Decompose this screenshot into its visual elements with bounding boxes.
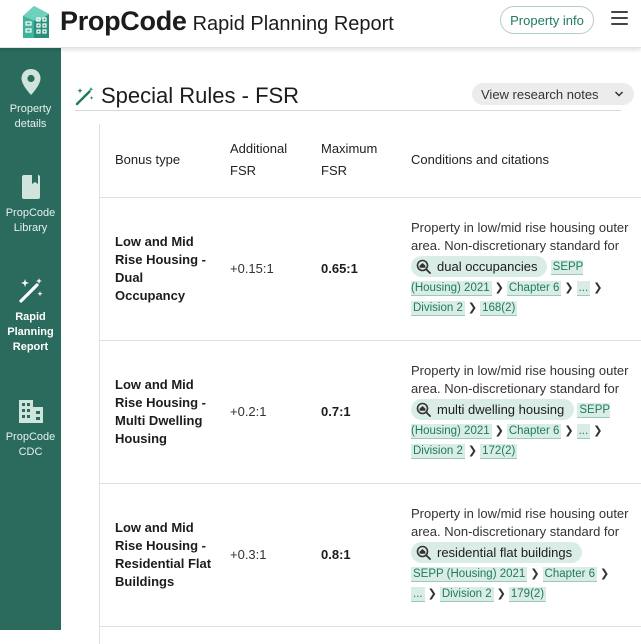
citation-link[interactable]: Chapter 6 xyxy=(508,282,560,294)
sidebar-item-label: Library xyxy=(13,222,48,234)
header-bonus-type: Bonus type xyxy=(115,152,181,168)
sidebar-item-label: details xyxy=(14,118,47,130)
citation-link[interactable]: 172(2) xyxy=(482,445,516,457)
sidebar-item-label: Planning xyxy=(7,326,54,338)
book-icon xyxy=(21,174,41,200)
brand xyxy=(60,6,394,40)
citation-link[interactable]: ... xyxy=(413,588,423,600)
brand-subtitle: Rapid Planning Report xyxy=(192,13,394,35)
table-header-row xyxy=(100,124,641,197)
chevron-right-icon: ❯ xyxy=(564,425,574,437)
header-conditions: Conditions and citations xyxy=(411,152,550,168)
research-button-label: View research notes xyxy=(481,86,599,102)
additional-fsr-cell: +0.3:1 xyxy=(230,546,267,562)
sidebar-item-label: Report xyxy=(12,341,49,353)
map-pin-icon xyxy=(20,68,42,96)
building-icon xyxy=(17,398,45,424)
bonus-type-cell: Low and Mid Rise Housing - Dual Occupancy xyxy=(115,233,207,303)
sidebar-item-property-details[interactable] xyxy=(0,68,61,132)
citation xyxy=(411,398,636,461)
magic-wand-icon xyxy=(17,276,45,304)
citation-link[interactable]: SEPP (Housing) 2021 xyxy=(411,260,584,294)
sidebar-item-label: Property xyxy=(9,103,52,115)
maximum-fsr-cell: 0.8:1 xyxy=(321,546,351,562)
sidebar-item-propcode-library[interactable] xyxy=(0,174,61,236)
chevron-right-icon: ❯ xyxy=(564,282,574,294)
sidebar-item-label: CDC xyxy=(18,446,43,458)
chevron-right-icon: ❯ xyxy=(494,282,504,294)
section-title: Special Rules - FSR xyxy=(101,83,300,108)
citation-link[interactable]: 168(2) xyxy=(482,302,516,314)
search-definition-icon xyxy=(416,402,431,417)
condition-text: Property in low/mid rise housing outer area. Non-discretionary standard for xyxy=(411,363,629,396)
conditions-cell xyxy=(396,197,641,340)
section-divider xyxy=(75,110,621,111)
pill-label: dual occupancies xyxy=(437,258,538,274)
bonus-type-cell: Low and Mid Rise Housing - Residential Flat Buildings xyxy=(115,519,212,589)
chevron-right-icon: ❯ xyxy=(494,425,504,437)
citation-link[interactable]: 179(2) xyxy=(510,588,545,600)
conditions-cell xyxy=(396,340,641,483)
conditions-cell xyxy=(396,483,641,626)
sidebar-item-label: Rapid xyxy=(15,311,46,323)
condition-text: Property in low/mid rise housing outer area. Non-discretionary standard for xyxy=(411,506,629,539)
table-row xyxy=(100,483,641,626)
citation-link[interactable]: Chapter 6 xyxy=(508,425,560,437)
sidebar-item-label: PropCode xyxy=(5,431,56,443)
sidebar-item-label: PropCode xyxy=(5,207,56,219)
definition-pill[interactable] xyxy=(411,399,574,420)
header-maximum-fsr xyxy=(306,124,396,197)
definition-pill[interactable] xyxy=(411,542,582,563)
chevron-right-icon: ❯ xyxy=(593,282,603,294)
citation-link[interactable]: Division 2 xyxy=(413,302,463,314)
property-info-button[interactable]: Property info xyxy=(500,6,594,34)
search-definition-icon xyxy=(416,545,431,560)
citation-link[interactable]: Chapter 6 xyxy=(544,568,596,580)
citation-link[interactable]: SEPP (Housing) 2021 xyxy=(413,568,526,580)
chevron-right-icon: ❯ xyxy=(467,302,478,314)
chevron-right-icon: ❯ xyxy=(530,568,540,580)
maximum-fsr-cell: 0.65:1 xyxy=(321,260,358,276)
additional-fsr-cell: +0.2:1 xyxy=(230,403,267,419)
chevron-right-icon: ❯ xyxy=(467,445,478,457)
pill-label: multi dwelling housing xyxy=(437,401,565,417)
sidebar-item-rapid-planning-report[interactable] xyxy=(0,276,61,355)
chevron-right-icon: ❯ xyxy=(600,568,610,580)
sidebar xyxy=(0,48,61,630)
definition-pill[interactable] xyxy=(411,256,547,277)
citation-link[interactable]: SEPP (Housing) 2021 xyxy=(411,403,611,437)
citation-link[interactable]: ... xyxy=(578,282,589,294)
table-row xyxy=(100,197,641,340)
table-row xyxy=(100,340,641,483)
app-header xyxy=(0,0,641,48)
citation-link[interactable]: Division 2 xyxy=(413,445,463,457)
propcode-logo-icon xyxy=(20,2,52,42)
citation-link[interactable]: ... xyxy=(578,425,589,437)
magic-wand-icon xyxy=(75,86,95,106)
main-content xyxy=(61,48,641,630)
chevron-down-icon xyxy=(614,89,624,99)
citation xyxy=(411,255,636,318)
search-definition-icon xyxy=(416,259,431,274)
additional-fsr-cell: +0.15:1 xyxy=(230,260,274,276)
brand-name: PropCode xyxy=(60,6,187,36)
header-additional-fsr-line2: FSR xyxy=(230,163,256,179)
header-maximum-fsr-line1: Maximum xyxy=(321,141,378,157)
fsr-table-card xyxy=(99,124,641,644)
bonus-type-cell: Low and Mid Rise Housing - Multi Dwelling Housing xyxy=(115,376,207,446)
citation xyxy=(411,541,636,604)
citation-link[interactable]: Division 2 xyxy=(441,588,492,600)
chevron-right-icon: ❯ xyxy=(593,425,603,437)
sidebar-item-propcode-cdc[interactable] xyxy=(0,398,61,460)
header-maximum-fsr-line2: FSR xyxy=(321,163,347,179)
hamburger-menu-icon[interactable] xyxy=(611,11,628,25)
maximum-fsr-cell: 0.7:1 xyxy=(321,403,351,419)
header-additional-fsr xyxy=(215,124,306,197)
condition-text: Property in low/mid rise housing outer area. Non-discretionary standard for xyxy=(411,220,629,253)
chevron-right-icon: ❯ xyxy=(496,588,506,600)
fsr-table xyxy=(100,124,641,627)
pill-label: residential flat buildings xyxy=(437,544,573,560)
view-research-notes-button[interactable] xyxy=(472,83,634,105)
header-additional-fsr-line1: Additional xyxy=(230,141,288,157)
chevron-right-icon: ❯ xyxy=(427,588,437,600)
